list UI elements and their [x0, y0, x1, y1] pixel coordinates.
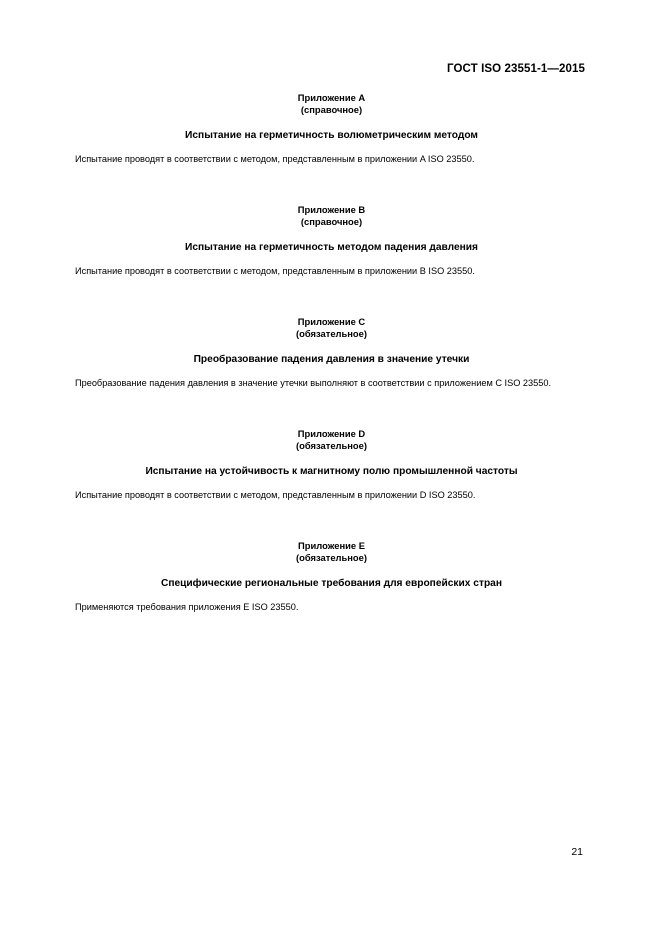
annex-text: Испытание проводят в соответствии с методом, представленным в приложении D ISO 23550. [75, 490, 476, 500]
annex-status: (обязательное) [296, 440, 367, 451]
annex-title: Преобразование падения давления в значение утечки [193, 354, 470, 365]
page-number: 21 [571, 846, 583, 858]
annex-text: Испытание проводят в соответствии с методом, представленным в приложении A ISO 23550. [75, 154, 475, 164]
annex-status: (обязательное) [296, 552, 367, 563]
annex-text: Испытание проводят в соответствии с методом, представленным в приложении B ISO 23550. [75, 266, 475, 276]
annex-label: Приложение B [297, 204, 366, 215]
annex-status: (справочное) [300, 104, 363, 115]
annex-label: Приложение A [297, 92, 366, 103]
annex-c [75, 316, 588, 389]
annex-b [75, 204, 588, 277]
annex-status: (обязательное) [296, 328, 367, 339]
annex-title: Специфические региональные требования для европейских стран [160, 578, 502, 589]
annex-label: Приложение D [297, 428, 366, 439]
annex-text: Преобразование падения давления в значение утечки выполняют в соответствии с приложением C ISO 23550. [75, 378, 552, 388]
annex-label: Приложение C [297, 316, 366, 327]
annex-status: (справочное) [300, 216, 363, 227]
annex-a [75, 92, 588, 165]
annex-d [75, 428, 588, 501]
annex-title: Испытание на устойчивость к магнитному полю промышленной частоты [145, 466, 518, 477]
standard-code-header: ГОСТ ISO 23551-1—2015 [447, 63, 585, 75]
annex-label: Приложение E [298, 540, 365, 551]
annex-title: Испытание на герметичность методом падения давления [185, 242, 478, 253]
annex-text: Применяются требования приложения E ISO 23550. [75, 602, 299, 612]
annex-title: Испытание на герметичность волюметрическим методом [185, 130, 478, 141]
annex-e [75, 540, 588, 613]
